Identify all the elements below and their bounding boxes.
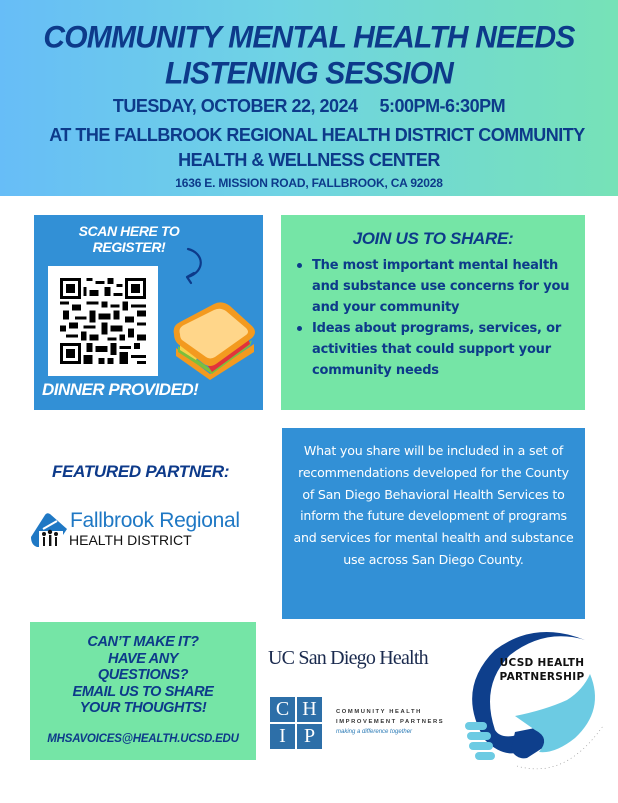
chip-letter: P bbox=[297, 724, 322, 749]
qr-code-icon bbox=[60, 278, 146, 364]
info-text: What you share will be included in a set of recommendations developed for the County of San Diego Behavioral Health Services to inform the future development of programs and services for mental health and substance use across San Diego County. bbox=[293, 443, 574, 567]
chip-tagline: making a difference together bbox=[336, 729, 413, 735]
chip-logo bbox=[270, 697, 450, 749]
logo-name: Fallbrook Regional bbox=[70, 509, 240, 532]
event-title-line1: COMMUNITY MENTAL HEALTH NEEDS bbox=[43, 20, 575, 55]
event-time: 5:00PM-6:30PM bbox=[379, 96, 506, 116]
event-title-line2: LISTENING SESSION bbox=[164, 56, 454, 91]
uc-san-diego-health-logo: UC San Diego Health bbox=[268, 647, 428, 669]
sandwich-icon bbox=[168, 300, 258, 380]
share-title: JOIN US TO SHARE: bbox=[352, 229, 514, 248]
contact-line: HAVE ANY bbox=[107, 650, 179, 667]
ucsd-health-partnership-logo bbox=[455, 620, 615, 780]
chip-name-line1: COMMUNITY HEALTH bbox=[336, 709, 422, 715]
chip-emblem bbox=[270, 697, 322, 749]
dinner-provided-label: DINNER PROVIDED! bbox=[42, 380, 199, 399]
contact-line: QUESTIONS? bbox=[97, 667, 189, 683]
venue-line1: AT THE FALLBROOK REGIONAL HEALTH DISTRICT COMMUNITY bbox=[49, 125, 585, 145]
health-district-emblem-icon bbox=[29, 511, 69, 549]
header-banner bbox=[0, 0, 618, 196]
partnership-title: UCSD HEALTH PARTNERSHIP bbox=[499, 657, 585, 683]
venue-line2: HEALTH & WELLNESS CENTER bbox=[178, 150, 440, 170]
contact-line: CAN’T MAKE IT? bbox=[87, 634, 199, 650]
register-box bbox=[34, 215, 263, 410]
qr-code-register-link[interactable] bbox=[48, 266, 158, 376]
event-date: TUESDAY, OCTOBER 22, 2024 bbox=[112, 96, 358, 116]
contact-message bbox=[30, 634, 256, 717]
share-list bbox=[295, 255, 580, 381]
contact-line: YOUR THOUGHTS! bbox=[79, 700, 207, 716]
logo-subtitle: HEALTH DISTRICT bbox=[69, 532, 192, 548]
contact-email-link[interactable]: MHSAVOICES@HEALTH.UCSD.EDU bbox=[47, 733, 239, 745]
info-box bbox=[282, 428, 585, 619]
contact-box bbox=[30, 622, 256, 760]
featured-partner-label: FEATURED PARTNER: bbox=[52, 462, 230, 481]
scan-label: SCAN HERE TO REGISTER! bbox=[78, 223, 180, 255]
fallbrook-regional-logo bbox=[29, 509, 274, 551]
chip-name-line2: IMPROVEMENT PARTNERS bbox=[336, 719, 445, 725]
event-address: 1636 E. MISSION ROAD, FALLBROOK, CA 92028 bbox=[175, 176, 443, 190]
event-datetime bbox=[0, 96, 618, 116]
contact-line: EMAIL US TO SHARE bbox=[72, 683, 214, 700]
handshake-circle-icon bbox=[455, 620, 615, 780]
chip-letter: H bbox=[297, 697, 322, 722]
chip-letter: C bbox=[270, 697, 295, 722]
chip-letter: I bbox=[270, 724, 295, 749]
curved-arrow-icon bbox=[174, 245, 214, 285]
share-item: The most important mental health and substance use concerns for you and your community bbox=[295, 255, 580, 318]
share-box bbox=[281, 215, 585, 410]
share-item: Ideas about programs, services, or activities that could support your community needs bbox=[295, 318, 580, 381]
